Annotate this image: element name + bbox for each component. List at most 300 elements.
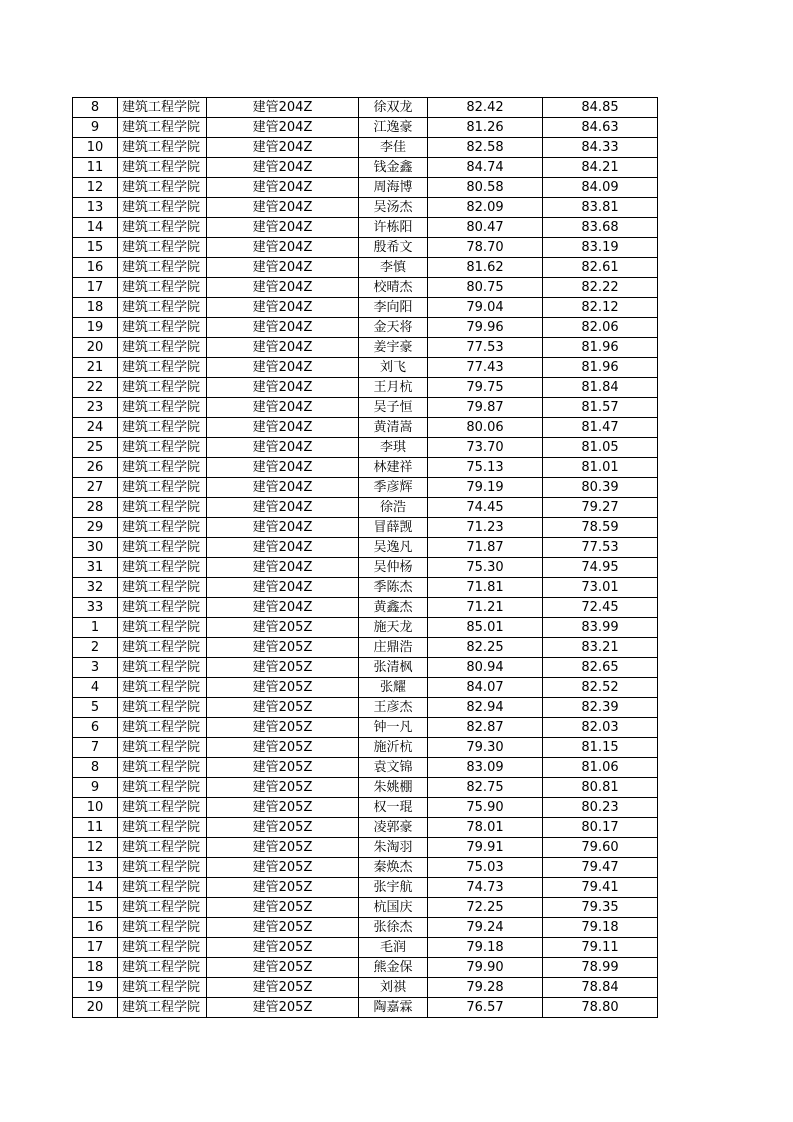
college-cell: 建筑工程学院 [118,578,207,598]
table-row [73,198,658,218]
student-name-cell: 毛润 [359,938,428,958]
table-row [73,498,658,518]
student-name-cell: 林建祥 [359,458,428,478]
score2-cell: 80.39 [543,478,658,498]
row-number-cell: 4 [73,678,118,698]
row-number-cell: 9 [73,778,118,798]
score2-cell: 78.84 [543,978,658,998]
college-cell: 建筑工程学院 [118,318,207,338]
row-number-cell: 6 [73,718,118,738]
student-name-cell: 徐双龙 [359,98,428,118]
table-row [73,538,658,558]
student-name-cell: 秦焕杰 [359,858,428,878]
table-row [73,858,658,878]
row-number-cell: 10 [73,138,118,158]
score1-cell: 72.25 [428,898,543,918]
row-number-cell: 9 [73,118,118,138]
row-number-cell: 7 [73,738,118,758]
score1-cell: 81.62 [428,258,543,278]
class-cell: 建管204Z [207,158,359,178]
class-cell: 建管204Z [207,418,359,438]
class-cell: 建管204Z [207,378,359,398]
score1-cell: 79.91 [428,838,543,858]
class-cell: 建管204Z [207,478,359,498]
table-row [73,998,658,1018]
class-cell: 建管205Z [207,758,359,778]
score-table [72,97,658,1018]
score1-cell: 78.01 [428,818,543,838]
student-name-cell: 施沂杭 [359,738,428,758]
table-row [73,518,658,538]
class-cell: 建管205Z [207,938,359,958]
score1-cell: 80.75 [428,278,543,298]
row-number-cell: 31 [73,558,118,578]
class-cell: 建管205Z [207,638,359,658]
score1-cell: 79.19 [428,478,543,498]
score2-cell: 84.63 [543,118,658,138]
row-number-cell: 12 [73,178,118,198]
table-row [73,118,658,138]
table-row [73,458,658,478]
class-cell: 建管204Z [207,358,359,378]
score2-cell: 84.21 [543,158,658,178]
table-row [73,678,658,698]
row-number-cell: 24 [73,418,118,438]
row-number-cell: 18 [73,298,118,318]
college-cell: 建筑工程学院 [118,458,207,478]
score1-cell: 75.03 [428,858,543,878]
class-cell: 建管205Z [207,818,359,838]
row-number-cell: 3 [73,658,118,678]
college-cell: 建筑工程学院 [118,538,207,558]
table-row [73,798,658,818]
student-name-cell: 张耀 [359,678,428,698]
class-cell: 建管204Z [207,598,359,618]
college-cell: 建筑工程学院 [118,918,207,938]
row-number-cell: 33 [73,598,118,618]
score1-cell: 71.81 [428,578,543,598]
table-row [73,778,658,798]
row-number-cell: 14 [73,878,118,898]
row-number-cell: 2 [73,638,118,658]
class-cell: 建管205Z [207,898,359,918]
row-number-cell: 16 [73,918,118,938]
table-row [73,958,658,978]
row-number-cell: 28 [73,498,118,518]
score2-cell: 83.21 [543,638,658,658]
student-name-cell: 许栋阳 [359,218,428,238]
college-cell: 建筑工程学院 [118,778,207,798]
row-number-cell: 13 [73,198,118,218]
student-name-cell: 吴逸凡 [359,538,428,558]
score1-cell: 75.13 [428,458,543,478]
score1-cell: 85.01 [428,618,543,638]
score2-cell: 80.17 [543,818,658,838]
score1-cell: 78.70 [428,238,543,258]
class-cell: 建管204Z [207,218,359,238]
college-cell: 建筑工程学院 [118,818,207,838]
score1-cell: 76.57 [428,998,543,1018]
score2-cell: 78.80 [543,998,658,1018]
student-name-cell: 黄鑫杰 [359,598,428,618]
score1-cell: 73.70 [428,438,543,458]
score2-cell: 78.99 [543,958,658,978]
student-name-cell: 黄清嵩 [359,418,428,438]
score1-cell: 79.75 [428,378,543,398]
table-row [73,838,658,858]
class-cell: 建管204Z [207,238,359,258]
student-name-cell: 吴汤杰 [359,198,428,218]
score1-cell: 80.58 [428,178,543,198]
college-cell: 建筑工程学院 [118,218,207,238]
class-cell: 建管204Z [207,318,359,338]
student-name-cell: 刘飞 [359,358,428,378]
student-name-cell: 王彦杰 [359,698,428,718]
row-number-cell: 14 [73,218,118,238]
college-cell: 建筑工程学院 [118,198,207,218]
score2-cell: 79.18 [543,918,658,938]
score2-cell: 78.59 [543,518,658,538]
college-cell: 建筑工程学院 [118,858,207,878]
table-row [73,938,658,958]
student-name-cell: 朱姚棚 [359,778,428,798]
table-row [73,698,658,718]
score2-cell: 73.01 [543,578,658,598]
row-number-cell: 27 [73,478,118,498]
college-cell: 建筑工程学院 [118,998,207,1018]
table-row [73,338,658,358]
student-name-cell: 袁文锦 [359,758,428,778]
table-row [73,138,658,158]
college-cell: 建筑工程学院 [118,718,207,738]
row-number-cell: 26 [73,458,118,478]
table-row [73,238,658,258]
student-name-cell: 姜宇豪 [359,338,428,358]
class-cell: 建管204Z [207,438,359,458]
row-number-cell: 19 [73,978,118,998]
student-name-cell: 殷希文 [359,238,428,258]
college-cell: 建筑工程学院 [118,558,207,578]
college-cell: 建筑工程学院 [118,178,207,198]
score2-cell: 81.47 [543,418,658,438]
score1-cell: 75.30 [428,558,543,578]
score1-cell: 79.30 [428,738,543,758]
row-number-cell: 15 [73,898,118,918]
row-number-cell: 8 [73,758,118,778]
student-name-cell: 校晴杰 [359,278,428,298]
score2-cell: 83.81 [543,198,658,218]
row-number-cell: 8 [73,98,118,118]
table-row [73,618,658,638]
score2-cell: 80.81 [543,778,658,798]
college-cell: 建筑工程学院 [118,698,207,718]
score1-cell: 79.28 [428,978,543,998]
table-row [73,558,658,578]
college-cell: 建筑工程学院 [118,898,207,918]
class-cell: 建管204Z [207,398,359,418]
score1-cell: 82.94 [428,698,543,718]
score1-cell: 84.07 [428,678,543,698]
score2-cell: 82.52 [543,678,658,698]
score2-cell: 83.19 [543,238,658,258]
class-cell: 建管205Z [207,798,359,818]
class-cell: 建管205Z [207,718,359,738]
table-row [73,318,658,338]
class-cell: 建管204Z [207,578,359,598]
score1-cell: 77.53 [428,338,543,358]
college-cell: 建筑工程学院 [118,338,207,358]
college-cell: 建筑工程学院 [118,158,207,178]
score1-cell: 79.24 [428,918,543,938]
score1-cell: 84.74 [428,158,543,178]
table-row [73,98,658,118]
table-row [73,818,658,838]
score2-cell: 79.35 [543,898,658,918]
row-number-cell: 20 [73,998,118,1018]
score1-cell: 74.73 [428,878,543,898]
score1-cell: 79.18 [428,938,543,958]
student-name-cell: 钱金鑫 [359,158,428,178]
college-cell: 建筑工程学院 [118,298,207,318]
college-cell: 建筑工程学院 [118,838,207,858]
college-cell: 建筑工程学院 [118,358,207,378]
row-number-cell: 11 [73,158,118,178]
row-number-cell: 15 [73,238,118,258]
college-cell: 建筑工程学院 [118,278,207,298]
score2-cell: 79.41 [543,878,658,898]
student-name-cell: 凌郭豪 [359,818,428,838]
student-name-cell: 杭国庆 [359,898,428,918]
college-cell: 建筑工程学院 [118,378,207,398]
score2-cell: 82.22 [543,278,658,298]
student-name-cell: 熊金保 [359,958,428,978]
table-row [73,258,658,278]
score2-cell: 82.06 [543,318,658,338]
score2-cell: 72.45 [543,598,658,618]
table-row [73,218,658,238]
score1-cell: 80.47 [428,218,543,238]
student-name-cell: 施天龙 [359,618,428,638]
class-cell: 建管204Z [207,538,359,558]
class-cell: 建管204Z [207,498,359,518]
score1-cell: 77.43 [428,358,543,378]
row-number-cell: 22 [73,378,118,398]
row-number-cell: 19 [73,318,118,338]
student-name-cell: 权一琨 [359,798,428,818]
score2-cell: 81.01 [543,458,658,478]
score1-cell: 82.09 [428,198,543,218]
class-cell: 建管204Z [207,558,359,578]
score1-cell: 80.06 [428,418,543,438]
score1-cell: 71.21 [428,598,543,618]
student-name-cell: 冒薛觊 [359,518,428,538]
student-name-cell: 钟一凡 [359,718,428,738]
student-name-cell: 李琪 [359,438,428,458]
score1-cell: 82.75 [428,778,543,798]
college-cell: 建筑工程学院 [118,498,207,518]
row-number-cell: 18 [73,958,118,978]
class-cell: 建管205Z [207,838,359,858]
class-cell: 建管205Z [207,978,359,998]
college-cell: 建筑工程学院 [118,598,207,618]
score2-cell: 81.57 [543,398,658,418]
college-cell: 建筑工程学院 [118,518,207,538]
score1-cell: 71.23 [428,518,543,538]
student-name-cell: 张徐杰 [359,918,428,938]
class-cell: 建管205Z [207,698,359,718]
table-row [73,718,658,738]
row-number-cell: 20 [73,338,118,358]
score1-cell: 82.58 [428,138,543,158]
score2-cell: 82.61 [543,258,658,278]
class-cell: 建管205Z [207,658,359,678]
class-cell: 建管204Z [207,138,359,158]
table-row [73,898,658,918]
class-cell: 建管204Z [207,118,359,138]
score1-cell: 74.45 [428,498,543,518]
row-number-cell: 25 [73,438,118,458]
college-cell: 建筑工程学院 [118,398,207,418]
table-row [73,438,658,458]
class-cell: 建管204Z [207,198,359,218]
row-number-cell: 21 [73,358,118,378]
college-cell: 建筑工程学院 [118,618,207,638]
student-name-cell: 季陈杰 [359,578,428,598]
table-row [73,398,658,418]
college-cell: 建筑工程学院 [118,958,207,978]
row-number-cell: 5 [73,698,118,718]
row-number-cell: 30 [73,538,118,558]
score2-cell: 83.68 [543,218,658,238]
row-number-cell: 32 [73,578,118,598]
score2-cell: 79.47 [543,858,658,878]
row-number-cell: 16 [73,258,118,278]
college-cell: 建筑工程学院 [118,978,207,998]
row-number-cell: 13 [73,858,118,878]
student-name-cell: 朱淘羽 [359,838,428,858]
student-name-cell: 季彦辉 [359,478,428,498]
score2-cell: 79.11 [543,938,658,958]
college-cell: 建筑工程学院 [118,938,207,958]
table-body [73,98,658,1018]
student-name-cell: 徐浩 [359,498,428,518]
table-row [73,638,658,658]
student-name-cell: 吴子恒 [359,398,428,418]
class-cell: 建管205Z [207,618,359,638]
table-row [73,878,658,898]
score2-cell: 81.84 [543,378,658,398]
college-cell: 建筑工程学院 [118,758,207,778]
college-cell: 建筑工程学院 [118,878,207,898]
score2-cell: 81.96 [543,358,658,378]
score1-cell: 79.87 [428,398,543,418]
score1-cell: 71.87 [428,538,543,558]
student-name-cell: 王月杭 [359,378,428,398]
score1-cell: 79.90 [428,958,543,978]
score2-cell: 83.99 [543,618,658,638]
score1-cell: 83.09 [428,758,543,778]
score2-cell: 74.95 [543,558,658,578]
college-cell: 建筑工程学院 [118,118,207,138]
score2-cell: 81.05 [543,438,658,458]
student-name-cell: 李佳 [359,138,428,158]
class-cell: 建管204Z [207,278,359,298]
table-row [73,358,658,378]
class-cell: 建管204Z [207,98,359,118]
class-cell: 建管205Z [207,678,359,698]
class-cell: 建管205Z [207,738,359,758]
class-cell: 建管205Z [207,998,359,1018]
college-cell: 建筑工程学院 [118,138,207,158]
student-name-cell: 张宇航 [359,878,428,898]
college-cell: 建筑工程学院 [118,638,207,658]
score2-cell: 80.23 [543,798,658,818]
college-cell: 建筑工程学院 [118,738,207,758]
student-name-cell: 金天将 [359,318,428,338]
class-cell: 建管205Z [207,858,359,878]
score2-cell: 81.96 [543,338,658,358]
student-name-cell: 庄鼎浩 [359,638,428,658]
score2-cell: 81.15 [543,738,658,758]
class-cell: 建管204Z [207,258,359,278]
row-number-cell: 10 [73,798,118,818]
college-cell: 建筑工程学院 [118,418,207,438]
score2-cell: 84.33 [543,138,658,158]
class-cell: 建管204Z [207,458,359,478]
class-cell: 建管204Z [207,178,359,198]
table-row [73,178,658,198]
score1-cell: 79.96 [428,318,543,338]
score2-cell: 82.39 [543,698,658,718]
student-name-cell: 江逸豪 [359,118,428,138]
class-cell: 建管205Z [207,918,359,938]
class-cell: 建管205Z [207,878,359,898]
table-row [73,918,658,938]
class-cell: 建管205Z [207,778,359,798]
class-cell: 建管204Z [207,338,359,358]
class-cell: 建管204Z [207,298,359,318]
student-name-cell: 李慎 [359,258,428,278]
row-number-cell: 11 [73,818,118,838]
score1-cell: 82.42 [428,98,543,118]
table-row [73,758,658,778]
score2-cell: 84.09 [543,178,658,198]
table-row [73,418,658,438]
table-row [73,378,658,398]
college-cell: 建筑工程学院 [118,438,207,458]
college-cell: 建筑工程学院 [118,258,207,278]
college-cell: 建筑工程学院 [118,658,207,678]
table-row [73,278,658,298]
score2-cell: 82.03 [543,718,658,738]
table-row [73,478,658,498]
score2-cell: 82.65 [543,658,658,678]
college-cell: 建筑工程学院 [118,238,207,258]
score1-cell: 75.90 [428,798,543,818]
student-name-cell: 周海博 [359,178,428,198]
class-cell: 建管205Z [207,958,359,978]
score2-cell: 84.85 [543,98,658,118]
score2-cell: 81.06 [543,758,658,778]
row-number-cell: 12 [73,838,118,858]
class-cell: 建管204Z [207,518,359,538]
row-number-cell: 1 [73,618,118,638]
student-name-cell: 陶嘉霖 [359,998,428,1018]
row-number-cell: 17 [73,278,118,298]
row-number-cell: 23 [73,398,118,418]
college-cell: 建筑工程学院 [118,98,207,118]
score2-cell: 82.12 [543,298,658,318]
